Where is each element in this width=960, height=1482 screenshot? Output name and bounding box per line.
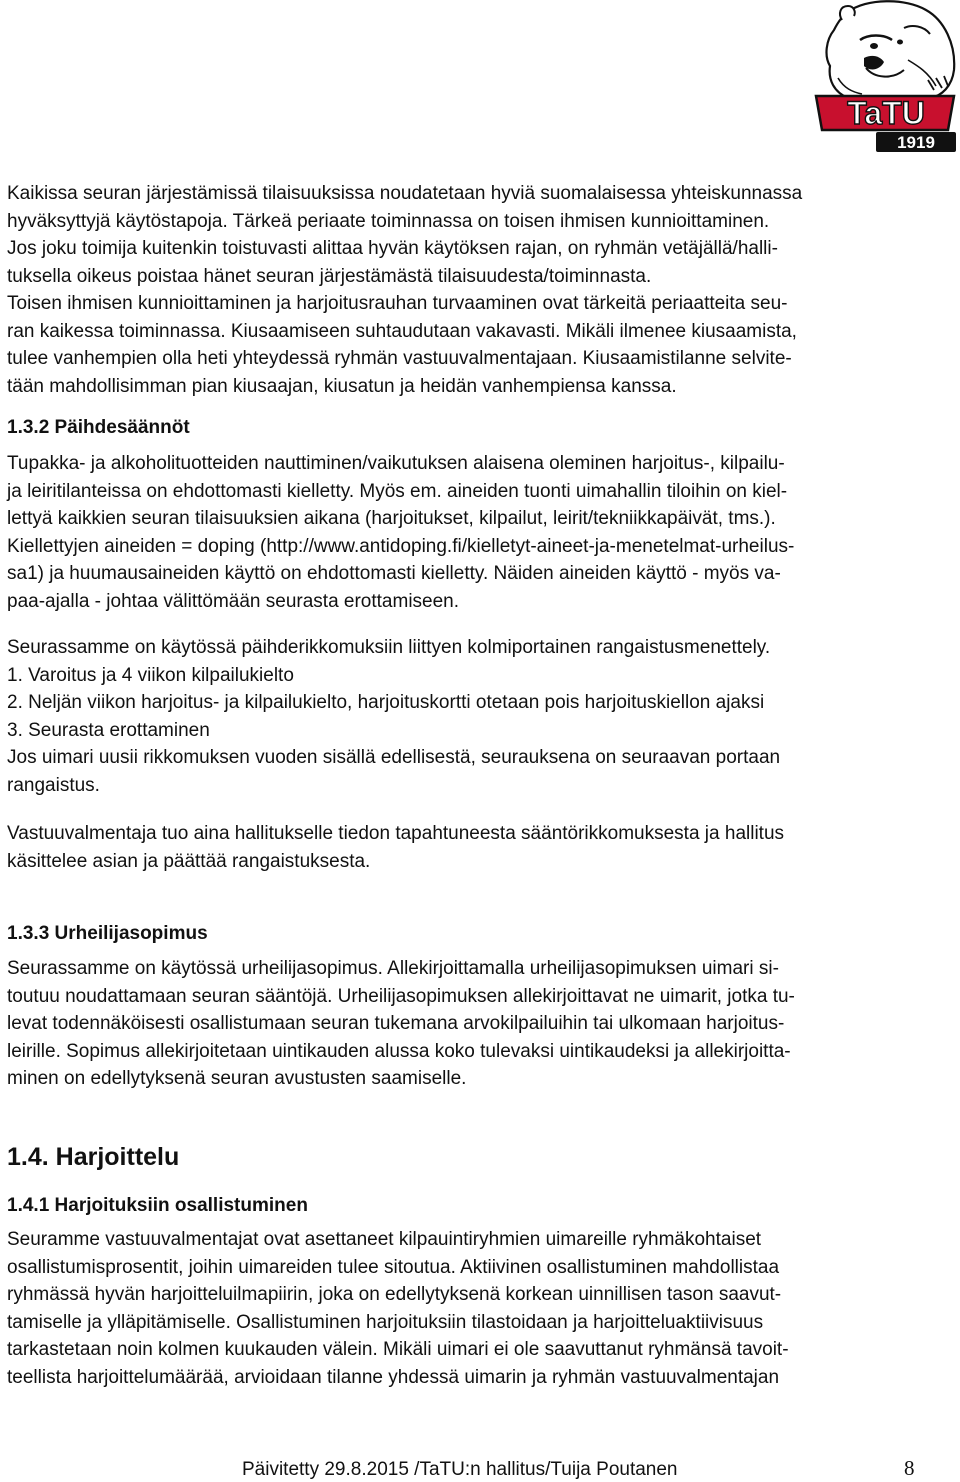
heading-1-3-2: 1.3.2 Päihdesäännöt <box>7 417 190 438</box>
logo-wordmark-text: TaTU <box>847 95 925 131</box>
text-line: leirille. Sopimus allekirjoitetaan uintikauden alussa koko tulevaksi uintikaudeksi ja allekirjoitta- <box>7 1040 791 1062</box>
text-line: käsittelee asian ja päättää rangaistuksesta. <box>7 850 371 872</box>
substance-rules-paragraph <box>7 450 953 615</box>
text-line: paa-ajalla - johtaa välittömään seurasta erottamiseen. <box>7 590 460 612</box>
text-line: Vastuuvalmentaja tuo aina hallitukselle tiedon tapahtuneesta sääntörikkomuksesta ja hallitus <box>7 823 785 844</box>
page-number: 8 <box>904 1456 915 1480</box>
polar-bear-icon <box>827 1 955 98</box>
text-line: ryhmässä hyvän harjoitteluilmapiirin, joka on edellytyksenä korkean uinnillisen tason saavut- <box>7 1284 782 1305</box>
text-line: ja leiritilanteissa on ehdottomasti kielletty. Myös em. aineiden tuonti uimahallin tiloihin on kiel- <box>7 480 788 502</box>
heading-1-4: 1.4. Harjoittelu <box>7 1143 180 1171</box>
text-line: Tupakka- ja alkoholituotteiden nauttiminen/vaikutuksen alaisena oleminen harjoitus-, kilpailu- <box>7 453 785 474</box>
text-line: Jos joku toimija kuitenkin toistuvasti alittaa hyvän käytöksen rajan, on ryhmän vetäjällä/halli- <box>7 238 778 259</box>
text-line: Seurassamme on käytössä päihderikkomuksiin liittyen kolmiportainen rangaistusmenettely. <box>7 637 771 658</box>
heading-1-4-1: 1.4.1 Harjoituksiin osallistuminen <box>7 1195 308 1216</box>
text-line: lettyä kaikkien seuran tilaisuuksien aikana (harjoitukset, kilpailut, leirit/tekniikkapäivät, tms.). <box>7 508 776 529</box>
athlete-agreement-paragraph <box>7 955 953 1093</box>
list-item: 1. Varoitus ja 4 viikon kilpailukielto <box>7 664 294 686</box>
text-line: Jos uimari uusii rikkomuksen vuoden sisällä edellisestä, seurauksena on seuraavan portaan <box>7 747 781 768</box>
text-line: hyväksyttyjä käytöstapoja. Tärkeä periaate toiminnassa on toisen ihmisen kunnioittaminen. <box>7 210 770 232</box>
text-line: levat todennäköisesti osallistumaan seuran tukemana arvokilpailuihin tai ulkomaan harjoitus- <box>7 1013 785 1034</box>
text-line: tuksella oikeus poistaa hänet seuran järjestämästä tilaisuudesta/toiminnasta. <box>7 265 652 287</box>
text-line: Seuramme vastuuvalmentajat ovat asettaneet kilpauintiryhmien uimareille ryhmäkohtaiset <box>7 1229 762 1250</box>
logo-year-text: 1919 <box>897 133 935 152</box>
text-line: tulee vanhempien olla heti yhteydessä ryhmän vastuuvalmentajaan. Kiusaamistilanne selvite- <box>7 348 792 369</box>
text-line: Seurassamme on käytössä urheilijasopimus. Allekirjoittamalla urheilijasopimuksen uimari si- <box>7 958 779 979</box>
text-line: tään mahdollisimman pian kiusaajan, kiusatun ja heidän vanhempiensa kanssa. <box>7 375 677 397</box>
tatu-wordmark <box>816 95 956 152</box>
list-item: 2. Neljän viikon harjoitus- ja kilpailukielto, harjoituskortti otetaan pois harjoituskiellon ajaksi <box>7 692 765 713</box>
text-line: tamiselle ja ylläpitämiselle. Osallistuminen harjoituksiin tilastoidaan ja harjoitteluaktiivisuus <box>7 1311 764 1333</box>
text-line: tarkastetaan noin kolmen kuukauden välein. Mikäli uimari ei ole saavuttanut ryhmänsä tavoit- <box>7 1339 789 1360</box>
text-line: Kiellettyjen aineiden = doping (http://www.antidoping.fi/kielletyt-aineet-ja-menetelmat-urheilus- <box>7 535 795 557</box>
text-line: rangaistus. <box>7 774 100 796</box>
text-line: minen on edellytyksenä seuran avustusten saamiselle. <box>7 1068 467 1089</box>
text-line: Kaikissa seuran järjestämissä tilaisuuksissa noudatetaan hyviä suomalaisessa yhteiskunnassa <box>7 183 803 204</box>
text-line: osallistumisprosentit, joihin uimareiden tulee sitoutua. Aktiivinen osallistuminen mahdollistaa <box>7 1256 780 1278</box>
conduct-paragraph <box>7 180 953 400</box>
list-item: 3. Seurasta erottaminen <box>7 719 210 741</box>
text-line: Toisen ihmisen kunnioittaminen ja harjoitusrauhan turvaaminen ovat tärkeitä periaatteita seu- <box>7 293 788 314</box>
penalty-procedure-paragraph <box>7 634 953 799</box>
heading-1-3-3: 1.3.3 Urheilijasopimus <box>7 923 208 944</box>
text-line: toutuu noudattamaan seuran sääntöjä. Urheilijasopimuksen allekirjoittavat ne uimarit, jotka tu- <box>7 985 795 1007</box>
training-participation-paragraph <box>7 1226 953 1391</box>
text-line: teellista harjoittelumäärää, arvioidaan tilanne yhdessä uimarin ja ryhmän vastuuvalmentajan <box>7 1366 780 1388</box>
text-line: sa1) ja huumausaineiden käyttö on ehdottomasti kielletty. Näiden aineiden käyttö - myös va- <box>7 563 781 584</box>
text-line: ran kaikessa toiminnassa. Kiusaamiseen suhtaudutaan vakavasti. Mikäli ilmenee kiusaamista, <box>7 320 797 342</box>
footer-updated-text: Päivitetty 29.8.2015 /TaTU:n hallitus/Tuija Poutanen <box>242 1459 678 1480</box>
coach-reporting-paragraph <box>7 820 953 875</box>
club-logo <box>808 0 960 155</box>
